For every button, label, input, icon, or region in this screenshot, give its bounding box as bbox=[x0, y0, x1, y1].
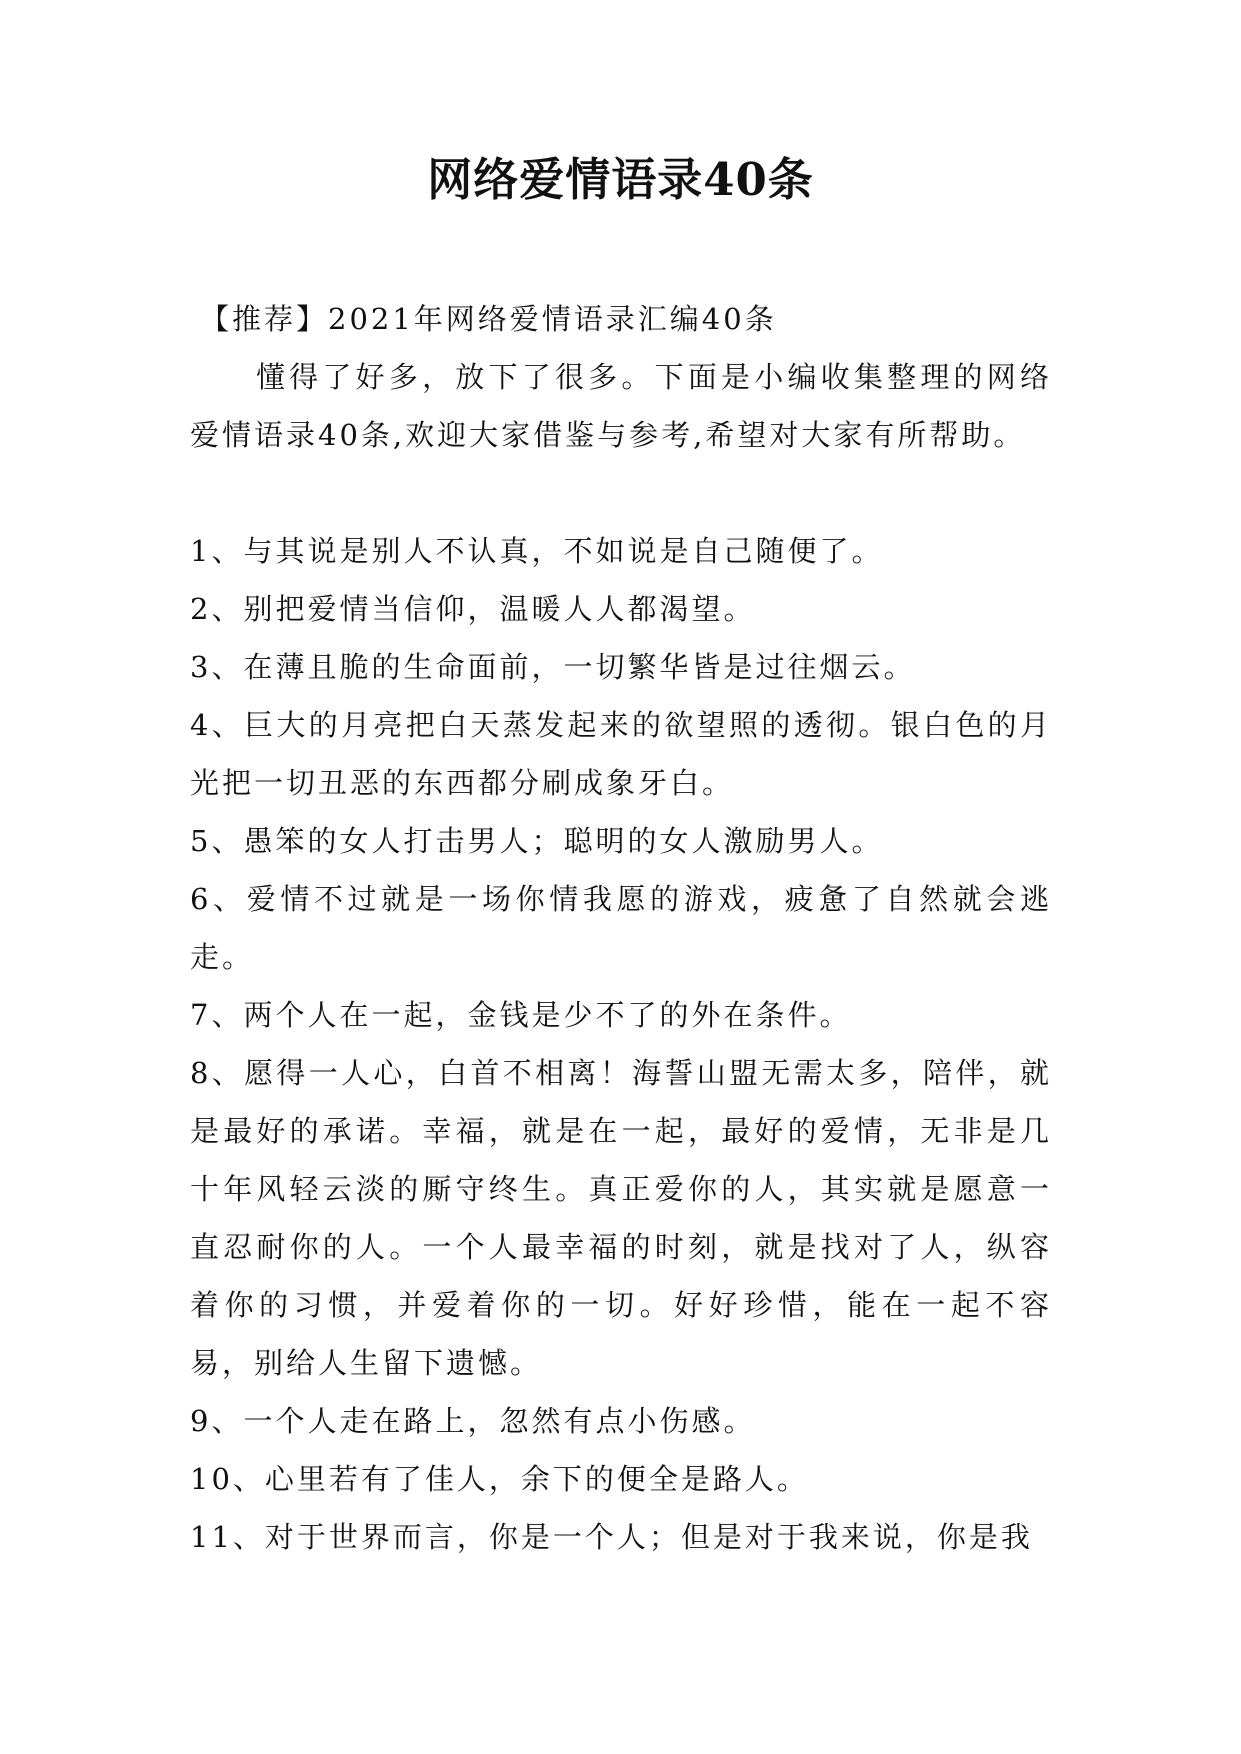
quote-item: 7、两个人在一起，金钱是少不了的外在条件。 bbox=[190, 998, 852, 1032]
quote-item: 2、别把爱情当信仰，温暖人人都渴望。 bbox=[190, 592, 756, 626]
quote-item: 11、对于世界而言，你是一个人；但是对于我来说，你是我 bbox=[190, 1520, 1033, 1554]
quote-item: 10、心里若有了佳人，余下的便全是路人。 bbox=[190, 1462, 809, 1496]
quote-item: 1、与其说是别人不认真，不如说是自己随便了。 bbox=[190, 534, 884, 568]
quote-item: 9、一个人走在路上，忽然有点小伤感。 bbox=[190, 1404, 756, 1438]
quote-item: 8、愿得一人心，白首不相离！海誓山盟无需太多，陪伴，就是最好的承诺。幸福，就是在一起，最好的爱情，无非是几十年风轻云淡的厮守终生。真正爱你的人，其实就是愿意一直忍耐你的人。一个人最幸福的时刻，就是找对了人，纵容着你的习惯，并爱着你的一切。好好珍惜，能在一起不容易，别给人生留下遗憾。 bbox=[190, 1056, 1052, 1380]
document-subtitle: 【推荐】2021年网络爱情语录汇编40条 bbox=[200, 302, 777, 336]
paragraph-spacer bbox=[190, 464, 1052, 522]
intro-paragraph: 懂得了好多，放下了很多。下面是小编收集整理的网络爱情语录40条,欢迎大家借鉴与参考,希望对大家有所帮助。 bbox=[190, 360, 1052, 452]
quote-item: 6、爱情不过就是一场你情我愿的游戏，疲惫了自然就会逃走。 bbox=[190, 882, 1052, 974]
document-title: 网络爱情语录40条 bbox=[427, 153, 814, 206]
quote-item: 3、在薄且脆的生命面前，一切繁华皆是过往烟云。 bbox=[190, 650, 916, 684]
document-body bbox=[190, 290, 1052, 1566]
quote-item: 4、巨大的月亮把白天蒸发起来的欲望照的透彻。银白色的月光把一切丑恶的东西都分刷成象牙白。 bbox=[190, 708, 1052, 800]
quote-item: 5、愚笨的女人打击男人；聪明的女人激励男人。 bbox=[190, 824, 884, 858]
